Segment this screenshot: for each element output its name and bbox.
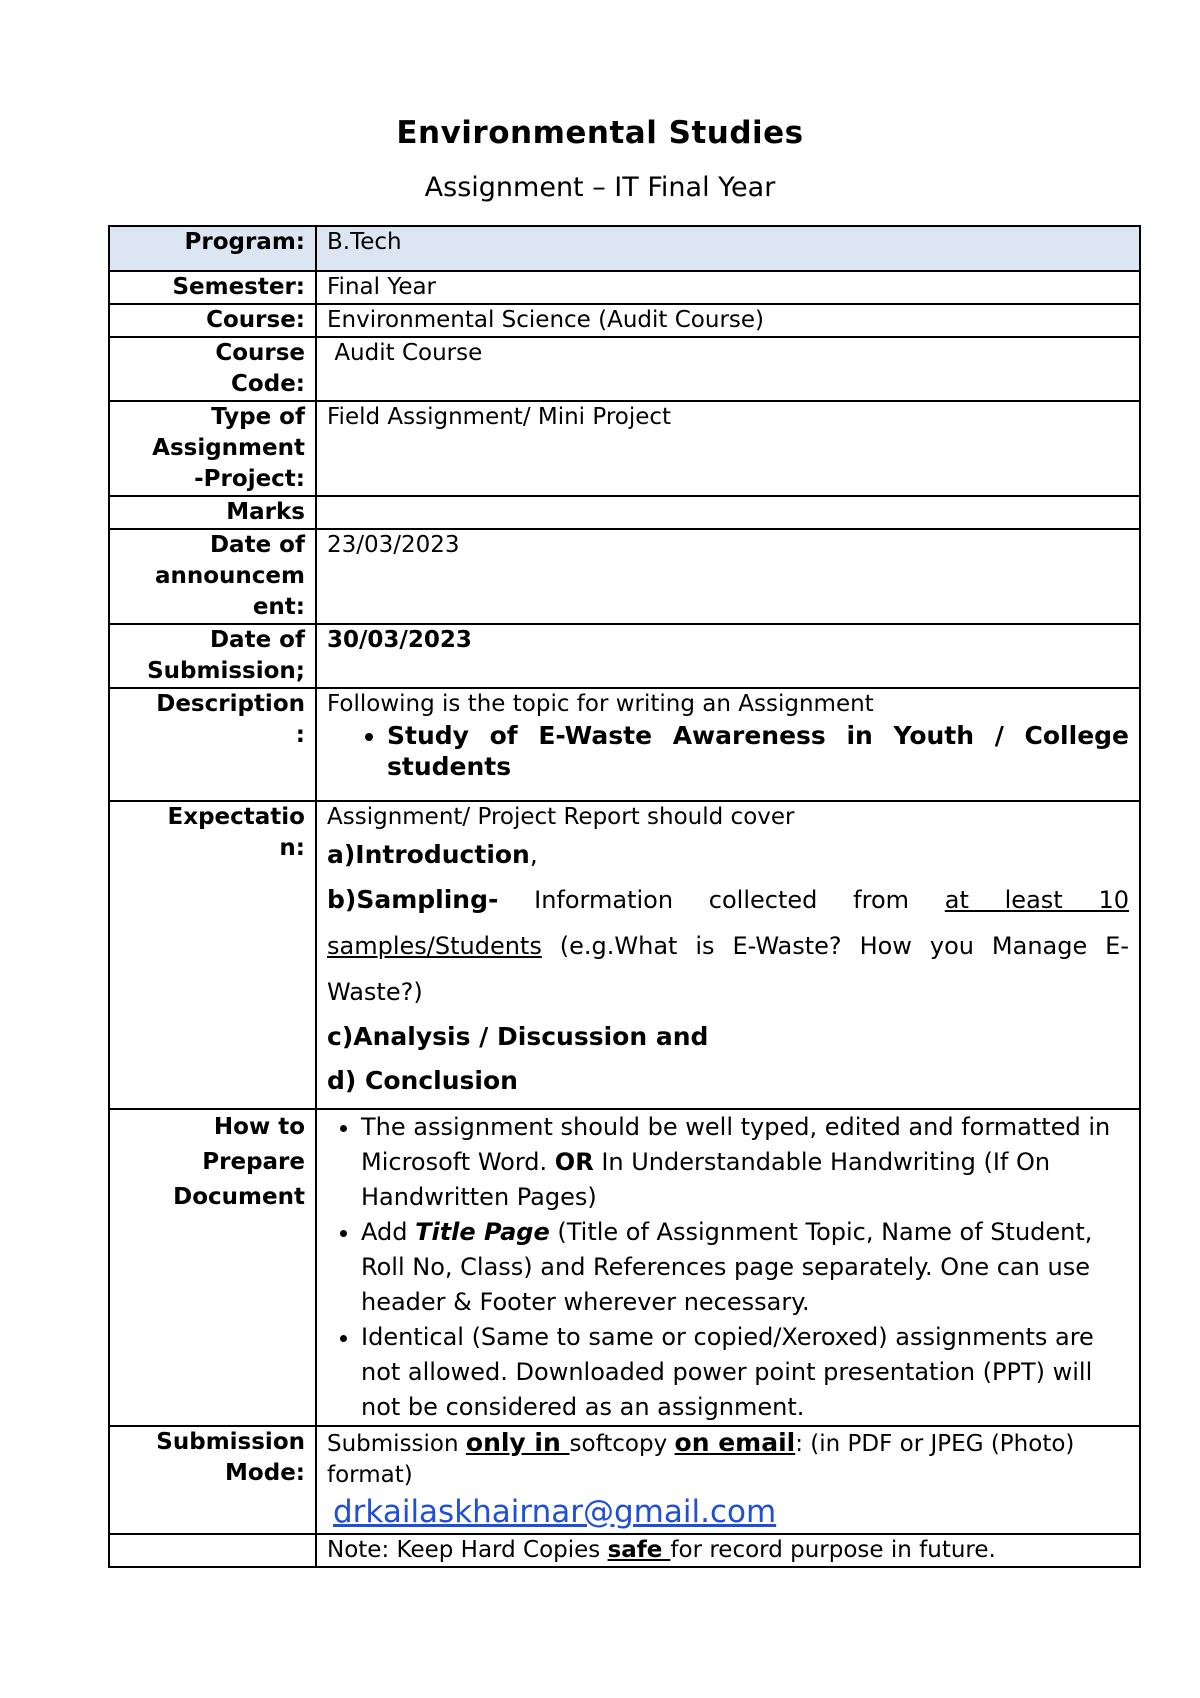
course-label: Course:: [109, 304, 316, 337]
course-code-row: [109, 337, 1140, 401]
description-label: [109, 688, 316, 801]
expectation-a-suffix: ,: [529, 840, 538, 869]
semester-label: Semester:: [109, 271, 316, 304]
type-value: Field Assignment/ Mini Project: [316, 401, 1140, 496]
topic-list: [327, 720, 1129, 782]
expectation-value: [316, 801, 1140, 1109]
expectation-b-text: Information collected from: [498, 886, 945, 914]
course-code-text: Audit Course: [334, 340, 483, 366]
marks-label: Marks: [109, 496, 316, 529]
assignment-details-table: [108, 225, 1141, 1568]
prepare-row: [109, 1109, 1140, 1426]
announcement-label-line: ent:: [252, 594, 305, 620]
expectation-row: [109, 801, 1140, 1109]
announcement-row: [109, 529, 1140, 624]
topic-item: • Study of E-Waste Awareness in Youth / College students: [387, 720, 1129, 782]
program-label: Program:: [109, 226, 316, 271]
prepare-item-1a: The assignment should be well typed, edited and formatted in Microsoft Word.: [361, 1113, 1111, 1176]
prepare-item-2-title: Title Page: [415, 1218, 550, 1246]
note-safe: safe: [607, 1537, 671, 1563]
mode-on-email: on email: [674, 1428, 796, 1457]
prepare-label-line: How to: [213, 1114, 305, 1140]
prepare-label: [109, 1109, 316, 1426]
announcement-label-line: announcem: [154, 563, 305, 589]
type-label-line: Assignment: [152, 435, 305, 461]
prepare-label-line: Document: [173, 1184, 305, 1210]
prepare-item-1b: In Understandable Handwriting (If On Handwritten Pages): [361, 1148, 1051, 1211]
announcement-label: [109, 529, 316, 624]
expectation-item-b: [327, 877, 1129, 1015]
course-value: Environmental Science (Audit Course): [316, 304, 1140, 337]
expectation-label-line: n:: [279, 835, 305, 861]
document-subtitle: Assignment – IT Final Year: [424, 172, 776, 203]
program-row: [109, 226, 1140, 271]
mode-value: [316, 1426, 1140, 1534]
expectation-intro: Assignment/ Project Report should cover: [327, 804, 795, 830]
mode-text-a: Submission: [327, 1431, 466, 1457]
submission-date-row: [109, 624, 1140, 688]
description-label-line: :: [295, 722, 305, 748]
note-label: [109, 1534, 316, 1567]
description-intro: Following is the topic for writing an Assignment: [327, 691, 874, 717]
submission-date: 30/03/2023: [316, 624, 1140, 688]
prepare-list: [327, 1110, 1129, 1425]
prepare-item: [361, 1110, 1129, 1215]
course-code-value: [316, 337, 1140, 401]
mode-label-line: Mode:: [225, 1460, 305, 1486]
course-code-label-line: Course: [215, 340, 305, 366]
submission-date-label-line: Date of: [209, 627, 305, 653]
course-row: [109, 304, 1140, 337]
type-label-line: Type of: [211, 404, 305, 430]
description-row: [109, 688, 1140, 801]
note-value: [316, 1534, 1140, 1567]
note-text-b: for record purpose in future.: [670, 1537, 996, 1563]
marks-row: [109, 496, 1140, 529]
mode-label: [109, 1426, 316, 1534]
program-value: B.Tech: [316, 226, 1140, 271]
type-row: [109, 401, 1140, 496]
submission-date-label: [109, 624, 316, 688]
expectation-item-c: c)Analysis / Discussion and: [327, 1022, 709, 1051]
expectation-b-rest: (e.g.What is E-Waste? How you Manage E-Waste?): [327, 932, 1129, 1006]
expectation-item-d: d) Conclusion: [327, 1066, 518, 1095]
mode-only-in: only in: [465, 1428, 570, 1457]
type-label: [109, 401, 316, 496]
note-row: [109, 1534, 1140, 1567]
note-text-a: Note: Keep Hard Copies: [327, 1537, 608, 1563]
email-link[interactable]: drkailaskhairnar@gmail.com: [333, 1494, 777, 1530]
marks-value: [316, 496, 1140, 529]
course-code-label: [109, 337, 316, 401]
expectation-item-a: [327, 833, 1129, 877]
expectation-label-line: Expectatio: [167, 804, 305, 830]
submission-date-label-line: Submission;: [147, 658, 305, 684]
expectation-b-underlined: at least 10 samples/Students: [327, 886, 1129, 960]
prepare-item: [361, 1215, 1129, 1320]
mode-label-line: Submission: [156, 1429, 305, 1455]
expectation-a-text: a)Introduction: [327, 840, 530, 869]
prepare-item: • Identical (Same to same or copied/Xeroxed) assignments are not allowed. Downloaded power point presentation (PPT) will not be considered as an assignment.: [361, 1320, 1129, 1425]
prepare-item-2a: Add: [361, 1218, 416, 1246]
type-label-line: -Project:: [194, 466, 305, 492]
mode-text-c: : (in PDF or JPEG (Photo) format): [327, 1431, 1075, 1488]
semester-value: Final Year: [316, 271, 1140, 304]
announcement-label-line: Date of: [209, 532, 305, 558]
announcement-date: 23/03/2023: [316, 529, 1140, 624]
expectation-b-label: b)Sampling-: [327, 885, 499, 914]
mode-text: [327, 1427, 1129, 1491]
course-code-label-line: Code:: [231, 371, 305, 397]
mode-row: [109, 1426, 1140, 1534]
document-title: Environmental Studies: [396, 115, 804, 151]
prepare-item-2b: (Title of Assignment Topic, Name of Student, Roll No, Class) and References page separately. One can use header & Footer wherever necessary.: [361, 1218, 1093, 1316]
prepare-item-1-or: OR: [554, 1148, 594, 1176]
semester-row: [109, 271, 1140, 304]
description-value: [316, 688, 1140, 801]
expectation-label: [109, 801, 316, 1109]
mode-text-b: softcopy: [569, 1431, 675, 1457]
description-label-line: Description: [156, 691, 305, 717]
prepare-value: [316, 1109, 1140, 1426]
prepare-label-line: Prepare: [202, 1149, 305, 1175]
